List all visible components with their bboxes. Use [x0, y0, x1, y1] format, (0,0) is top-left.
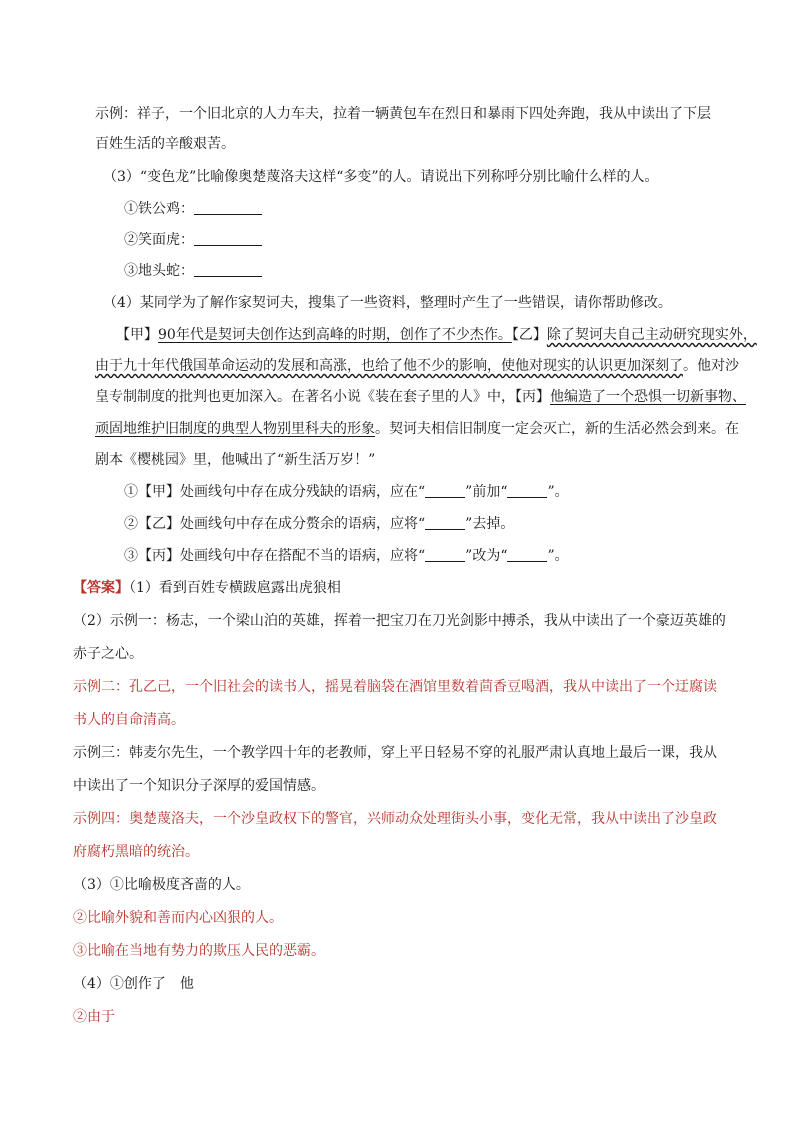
q4-sub-1-c: ”。 [547, 484, 569, 500]
q3-item-1 [124, 199, 262, 219]
answer-2-line-2: 赤子之心。 [73, 646, 143, 662]
q3-item-2-blank[interactable] [194, 231, 262, 246]
passage-line-2 [95, 356, 739, 376]
q4-sub-2 [124, 514, 514, 534]
passage-line-5: 剧本《樱桃园》里，他喊出了“新生活万岁！” [95, 452, 376, 468]
passage-line-4 [95, 419, 739, 439]
mark-yi: 【乙】 [511, 327, 547, 343]
example-4-line-2: 府腐朽黑暗的统治。 [73, 844, 199, 860]
q4-sub-1-blank-1[interactable] [425, 483, 465, 498]
q3-item-1-label: ①铁公鸡： [124, 201, 194, 217]
q3-item-2-label: ②笑面虎： [124, 232, 194, 248]
jia-sentence: 90年代是契诃夫创作达到高峰的时期，创作了不少杰作。 [158, 327, 512, 343]
example-intro: 示例：祥子，一个旧北京的人力车夫，拉着一辆黄包车在烈日和暴雨下四处奔跑，我从中读出了下层 [95, 106, 711, 122]
answer-1 [73, 578, 341, 598]
example-2-line-1: 示例二：孔乙己，一个旧社会的读书人，摇晃着脑袋在酒馆里数着茴香豆喝酒，我从中读出了一个迂腐读 [73, 679, 717, 695]
q3-item-3 [124, 261, 262, 281]
q4-prompt: （4）某同学为了解作家契诃夫，搜集了一些资料，整理时产生了一些错误，请你帮助修改。 [103, 295, 672, 311]
q3-item-2 [124, 230, 262, 250]
q4-sub-3-a: ③【丙】处画线句中存在搭配不当的语病，应将“ [124, 548, 426, 564]
answer-2-line-1: （2）示例一：杨志，一个梁山泊的英雄，挥着一把宝刀在刀光剑影中搏杀，我从中读出了一个豪迈英雄的 [73, 613, 726, 629]
mark-jia: 【甲】 [116, 327, 158, 343]
passage-line-3-text: 皇专制制度的批判也更加深入。在著名小说《装在套子里的人》中， [95, 389, 515, 405]
bing-sentence-part-1: 他编造了一个恐惧一切新事物、 [550, 389, 746, 405]
q4-sub-1-b: ”前加“ [465, 484, 508, 500]
q4-sub-3 [124, 546, 569, 566]
example-3-line-1: 示例三：韩麦尔先生，一个教学四十年的老教师，穿上平日轻易不穿的礼服严肃认真地上最后一课，我从 [73, 745, 717, 761]
after-yi: 。他对沙 [683, 358, 739, 374]
q3-item-3-blank[interactable] [194, 262, 262, 277]
mark-bing: 【丙】 [515, 389, 550, 405]
q4-sub-3-blank-2[interactable] [507, 547, 547, 562]
q4-sub-2-blank[interactable] [425, 515, 465, 530]
answer-3-line-3: ③比喻在当地有势力的欺压人民的恶霸。 [73, 943, 325, 959]
q4-sub-2-a: ②【乙】处画线句中存在成分赘余的语病，应将“ [124, 516, 426, 532]
q3-item-1-blank[interactable] [194, 200, 262, 215]
bing-sentence-part-2: 顽固地维护旧制度的典型人物别里科夫的形象 [95, 421, 375, 437]
q4-sub-2-b: ”去掉。 [465, 516, 515, 532]
q3-prompt: （3）“变色龙”比喻像奥楚蔑洛夫这样“多变”的人。请说出下列称呼分别比喻什么样的人。 [103, 169, 659, 185]
example-cont: 百姓生活的辛酸艰苦。 [95, 136, 235, 152]
q4-sub-3-b: ”改为“ [465, 548, 508, 564]
passage-line-3 [95, 387, 746, 407]
example-2-line-2: 书人的自命清高。 [73, 712, 185, 728]
answer-4-line-1: （4）①创作了 他 [73, 976, 194, 992]
q4-sub-3-c: ”。 [547, 548, 569, 564]
answer-1-text: （1）看到百姓专横跋扈露出虎狼相 [129, 580, 341, 596]
yi-sentence-part-1: 除了契诃夫自己主动研究现实外， [546, 327, 757, 343]
answer-4-line-2: ②由于 [73, 1009, 115, 1025]
q4-sub-1 [124, 482, 569, 502]
q4-sub-1-blank-2[interactable] [507, 483, 547, 498]
example-3-line-2: 中读出了一个知识分子深厚的爱国情感。 [73, 778, 325, 794]
yi-sentence-part-2: 由于九十年代俄国革命运动的发展和高涨，也给了他不少的影响，使他对现实的认识更加深刻了 [95, 358, 683, 374]
q4-sub-3-blank-1[interactable] [425, 547, 465, 562]
answer-3-line-2: ②比喻外貌和善而内心凶狠的人。 [73, 910, 283, 926]
example-4-line-1: 示例四：奥楚蔑洛夫，一个沙皇政权下的警官，兴师动众处理街头小事，变化无常，我从中读出了沙皇政 [73, 811, 717, 827]
after-bing: 。契诃夫相信旧制度一定会灭亡，新的生活必然会到来。在 [375, 421, 739, 437]
answer-tag: 【答案】 [73, 580, 129, 596]
q3-item-3-label: ③地头蛇： [124, 263, 194, 279]
answer-3-line-1: （3）①比喻极度吝啬的人。 [73, 877, 250, 893]
passage-line-1 [116, 325, 757, 345]
q4-sub-1-a: ①【甲】处画线句中存在成分残缺的语病，应在“ [124, 484, 426, 500]
